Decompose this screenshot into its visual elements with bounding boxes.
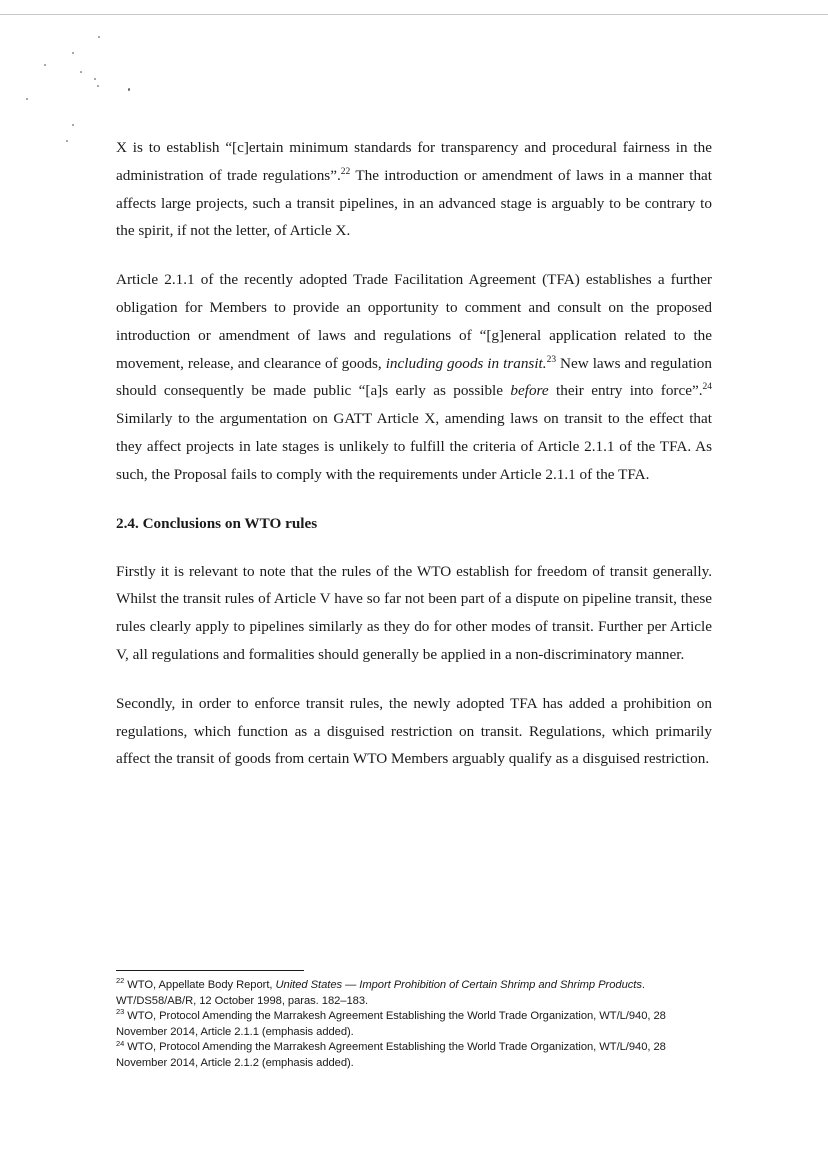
text-run: WTO, Protocol Amending the Marrakesh Agreement Establishing the World Trade Organization, WT/L/940, 28 November 2014, Article 2.1.1 (emphasis added).: [116, 1010, 666, 1038]
text-run: their entry into force”.: [548, 382, 703, 400]
footnote-ref: 23: [546, 354, 557, 365]
footnote-ref: 22: [340, 166, 351, 177]
emphasis-text: including goods in transit: [385, 354, 543, 372]
text-run: Article 2.1.1 of the recently adopted Trade Facilitation Agreement (TFA) establishes a further obligation for Members to provide an opportunity to comment and consult on the proposed introduction or amendment of laws and regulations of “[g]eneral application related to the movement, release, and clearance of goods,: [116, 271, 712, 372]
text-run: Similarly to the argumentation on GATT Article X, amending laws on transit to the effect that they affect projects in late stages is unlikely to fulfill the criteria of Article 2.1.1 of the TFA. As such, the Proposal fails to comply with the requirements under Article 2.1.1 of the TFA.: [116, 410, 712, 483]
emphasis-text: .: [542, 354, 547, 372]
text-run: Firstly it is relevant to note that the rules of the WTO establish for freedom of transit generally. Whilst the transit rules of Article V have so far not been part of a dispute on pipeline transit, these rules clearly apply to pipelines similarly as they do for other modes of transit. Further per Article V, all regulations and formalities should generally be applied in a non-discriminatory manner.: [116, 562, 712, 663]
document-body: [116, 134, 712, 773]
text-run: WTO, Appellate Body Report,: [127, 979, 276, 991]
footnote-separator: [116, 970, 304, 971]
text-run: The introduction or amendment of laws in a manner that affects large projects, such a transit pipelines, in an advanced stage is arguably to be contrary to the spirit, if not the letter, of Article X.: [116, 166, 713, 240]
page-top-edge: [0, 14, 828, 15]
footnote-24: [116, 1040, 712, 1071]
text-run: Secondly, in order to enforce transit rules, the newly adopted TFA has added a prohibition on regulations, which function as a disguised restriction on transit. Regulations, which primarily affect the transit of goods from certain WTO Members arguably qualify as a disguised restriction.: [116, 694, 712, 768]
footnote-ref: 24: [116, 1038, 125, 1048]
footnote-22: [116, 978, 712, 1009]
text-run: X is to establish “[c]ertain minimum standards for transparency and procedural fairness in the administration of trade regulations”.: [116, 139, 712, 184]
paragraph-secondly: [116, 690, 712, 773]
text-run: WTO, Protocol Amending the Marrakesh Agreement Establishing the World Trade Organization, WT/L/940, 28 November 2014, Article 2.1.2 (emphasis added).: [116, 1041, 666, 1069]
footnote-ref: 23: [116, 1007, 125, 1017]
text-run: . WT/DS58/AB/R, 12 October 1998, paras. 182–183.: [116, 979, 645, 1007]
footnote-ref: 22: [116, 976, 125, 986]
emphasis-text: before: [510, 382, 549, 400]
paragraph-firstly: [116, 558, 712, 669]
paragraph-article-x: [116, 134, 712, 245]
footnote-23: [116, 1009, 712, 1040]
section-heading: 2.4. Conclusions on WTO rules: [116, 514, 318, 532]
footnote-ref: 24: [702, 382, 712, 393]
paragraph-tfa-article-2-1-1: [116, 266, 712, 488]
footnotes: [116, 978, 712, 1072]
text-run: New laws and regulation should consequently be made public “[a]s early as possible: [116, 354, 712, 400]
emphasis-text: United States — Import Prohibition of Certain Shrimp and Shrimp Products: [275, 979, 642, 991]
